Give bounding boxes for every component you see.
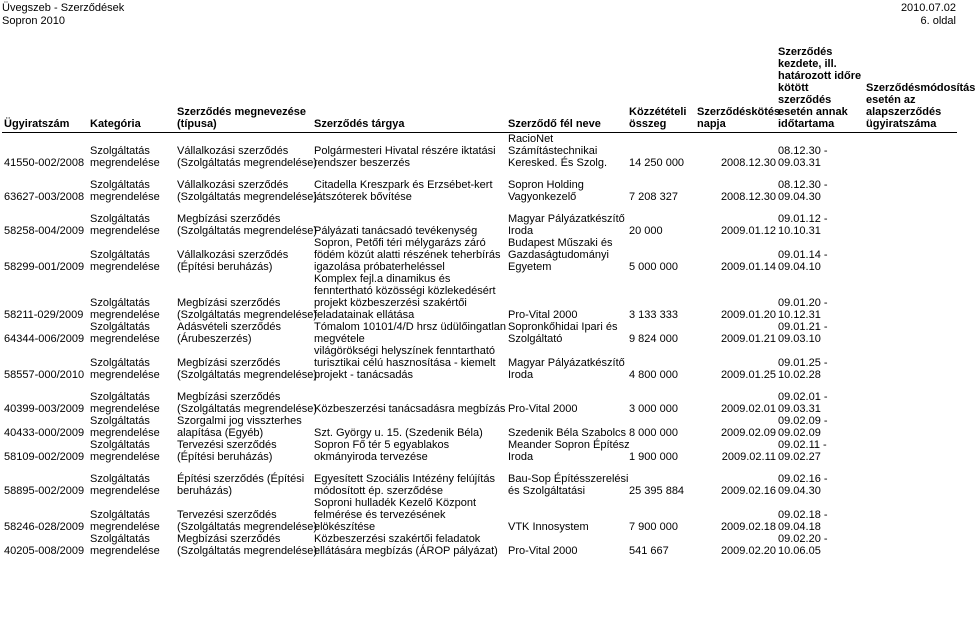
cell-party-line: RacioNet (508, 133, 554, 145)
cell-start-line: 09.04.18 (778, 521, 821, 533)
cell-subject (312, 473, 506, 497)
cell-subject (312, 415, 506, 439)
table-header-row (2, 46, 957, 133)
cell-party-line: Iroda (508, 225, 534, 237)
table-row (2, 213, 957, 237)
cell-start-line: 09.02.20 - (778, 533, 828, 545)
cell-party-line: Meander Sopron Építész (508, 439, 630, 451)
cell-party (506, 391, 627, 415)
cell-category-line: megrendelése (90, 333, 160, 345)
table-row (2, 473, 957, 497)
cell-start-line: 09.01.21 - (778, 321, 828, 333)
cell-start-line: 09.02.27 (778, 451, 821, 463)
cell-subject-line: Citadella Kreszpark és Erzsébet-kert (314, 179, 493, 191)
table-row (2, 321, 957, 345)
cell-start (776, 391, 864, 415)
page-number: 6. oldal (920, 15, 956, 27)
cell-name (175, 321, 312, 345)
cell-category-line: megrendelése (90, 261, 160, 273)
cell-party-line: Pro-Vital 2000 (508, 403, 578, 415)
cell-start (776, 179, 864, 203)
cell-start-line: 10.06.05 (778, 545, 821, 557)
table-row (2, 533, 957, 557)
cell-subject-line: Sopron, Petőfi téri mélygarázs záró (314, 237, 486, 249)
cell-subject-line: Tómalom 10101/4/D hrsz üdülőingatlan (314, 321, 507, 333)
cell-id: 41550-002/2008 (4, 157, 85, 169)
cell-start-line: 09.02.16 - (778, 473, 828, 485)
cell-category-line: megrendelése (90, 369, 160, 381)
cell-subject-line: világörökségi helyszínek fenntartható (314, 345, 495, 357)
cell-start (776, 237, 864, 273)
cell-name (175, 473, 312, 497)
cell-category-line: Szolgáltatás (90, 213, 150, 225)
cell-mod (864, 391, 957, 415)
cell-category (88, 321, 175, 345)
cell-category-line: megrendelése (90, 225, 160, 237)
cell-mod (864, 533, 957, 557)
cell-start (776, 415, 864, 439)
cell-start (776, 473, 864, 497)
cell-subject (312, 179, 506, 203)
cell-name-line: (Szolgáltatás megrendelése) (177, 521, 318, 533)
cell-name-line: (Szolgáltatás megrendelése) (177, 545, 318, 557)
table-row (2, 439, 957, 463)
cell-subject (312, 273, 506, 321)
cell-mod (864, 497, 957, 533)
cell-subject-line: Közbeszerzési szakértői feladatok (314, 533, 481, 545)
cell-subject (312, 391, 506, 415)
col-header-subject: Szerződés tárgya (312, 46, 506, 133)
cell-subject (312, 133, 506, 170)
cell-name-line: beruházás) (177, 485, 233, 497)
print-date: 2010.07.02 (900, 2, 956, 14)
table-row (2, 273, 957, 321)
cell-signed: 2009.01.25 (720, 369, 776, 381)
cell-amount: 7 208 327 (629, 191, 678, 203)
cell-name (175, 415, 312, 439)
cell-name-line: Építési szerződés (Építési (177, 473, 305, 485)
cell-name-line: (Építési beruházás) (177, 451, 273, 463)
cell-start (776, 321, 864, 345)
cell-start-line: 09.04.30 (778, 485, 821, 497)
cell-start-line: 10.10.31 (778, 225, 821, 237)
cell-amount: 3 133 333 (629, 309, 678, 321)
cell-subject-line: Közbeszerzési tanácsadásra megbízás (314, 403, 506, 415)
cell-subject-line: Sopron Fő tér 5 egyablakos (314, 439, 450, 451)
cell-party-line: Magyar Pályázatkészítő (508, 357, 625, 369)
cell-subject-line: elökészítése (314, 521, 376, 533)
cell-subject-line: Pályázati tanácsadó tevékenység (314, 225, 478, 237)
cell-amount: 5 000 000 (629, 261, 678, 273)
cell-start-line: 09.02.11 - (778, 439, 827, 451)
cell-start-line: 08.12.30 - (778, 145, 828, 157)
cell-mod (864, 473, 957, 497)
cell-subject-line: Soproni hulladék Kezelő Központ (314, 497, 477, 509)
cell-start (776, 439, 864, 463)
cell-name-line: (Szolgáltatás megrendelése) (177, 157, 318, 169)
cell-party-line: Iroda (508, 451, 534, 463)
cell-party (506, 415, 627, 439)
cell-mod (864, 415, 957, 439)
cell-id: 63627-003/2008 (4, 191, 85, 203)
cell-category-line: Szolgáltatás (90, 439, 150, 451)
cell-party (506, 533, 627, 557)
cell-category-line: megrendelése (90, 191, 160, 203)
cell-start-line: 09.02.18 - (778, 509, 828, 521)
cell-signed: 2009.01.14 (720, 261, 776, 273)
cell-category-line: Szolgáltatás (90, 321, 150, 333)
cell-category-line: Szolgáltatás (90, 509, 150, 521)
cell-party-line: Budapest Műszaki és (508, 237, 613, 249)
cell-category-line: megrendelése (90, 485, 160, 497)
cell-name (175, 439, 312, 463)
cell-category (88, 439, 175, 463)
cell-category-line: megrendelése (90, 403, 160, 415)
cell-party-line: Vagyonkezelő (508, 191, 577, 203)
cell-signed: 2009.02.18 (720, 521, 776, 533)
cell-name-line: (Szolgáltatás megrendelése) (177, 191, 318, 203)
cell-mod (864, 439, 957, 463)
cell-name-line: Vállalkozási szerződés (177, 249, 289, 261)
cell-id: 40205-008/2009 (4, 545, 85, 557)
cell-party-line: Magyar Pályázatkészítő (508, 213, 625, 225)
cell-name (175, 179, 318, 203)
cell-start (776, 497, 864, 533)
cell-party-line: Szedenik Béla Szabolcs (508, 427, 627, 439)
col-header-category: Kategória (88, 46, 175, 133)
cell-category-line: megrendelése (90, 157, 160, 169)
cell-category-line: Szolgáltatás (90, 249, 150, 261)
cell-category-line: Szolgáltatás (90, 179, 150, 191)
cell-start-line: 09.03.10 (778, 333, 821, 345)
cell-party (506, 439, 630, 463)
cell-subject-line: igazolása próbaterheléssel (314, 261, 445, 273)
cell-amount: 3 000 000 (629, 403, 678, 415)
doc-subtitle: Sopron 2010 (2, 15, 65, 27)
cell-name (175, 213, 318, 237)
cell-subject (312, 439, 506, 463)
col-header-party: Szerződő fél neve (506, 46, 627, 133)
cell-category-line: megrendelése (90, 309, 160, 321)
cell-name (175, 391, 318, 415)
cell-subject-line: ellátására megbízás (ÁROP pályázat) (314, 545, 498, 557)
cell-amount: 20 000 (629, 225, 663, 237)
cell-party-line: Számítástechnikai (508, 145, 598, 157)
cell-start (776, 213, 864, 237)
cell-name-line: Tervezési szerződés (177, 509, 277, 521)
table-row (2, 391, 957, 415)
cell-name-line: (Építési beruházás) (177, 261, 273, 273)
cell-mod (864, 213, 957, 237)
cell-name-line: (Szolgáltatás megrendelése) (177, 309, 318, 321)
cell-start-line: 09.04.30 (778, 191, 821, 203)
cell-name (175, 345, 318, 381)
cell-name-line: (Szolgáltatás megrendelése) (177, 369, 318, 381)
cell-name-line: Tervezési szerződés (177, 439, 277, 451)
cell-mod (864, 133, 957, 170)
cell-category (88, 237, 175, 273)
cell-id: 58299-001/2009 (4, 261, 85, 273)
col-header-start: Szerződés kezdete, ill. határozott időre kötött szerződés esetén annak időtartama (776, 46, 864, 133)
cell-amount: 14 250 000 (629, 157, 685, 169)
cell-signed: 2009.02.01 (720, 403, 776, 415)
cell-subject-line: Komplex fejl.a dinamikus és (314, 273, 451, 285)
cell-category (88, 345, 175, 381)
cell-start (776, 345, 864, 381)
cell-start (776, 273, 864, 321)
cell-signed: 2008.12.30 (720, 157, 776, 169)
cell-name-line: alapítása (Egyéb) (177, 427, 264, 439)
cell-signed: 2009.02.16 (720, 485, 776, 497)
cell-mod (864, 345, 957, 381)
cell-category-line: Szolgáltatás (90, 391, 150, 403)
cell-amount: 4 800 000 (629, 369, 678, 381)
cell-amount: 8 000 000 (629, 427, 678, 439)
col-header-amount: Közzétételi összeg (627, 46, 695, 133)
cell-subject-line: játszóterek bővítése (314, 191, 412, 203)
cell-party (506, 213, 627, 237)
cell-name (175, 133, 318, 170)
cell-start-line: 09.03.31 (778, 157, 821, 169)
cell-id: 58109-002/2009 (4, 451, 85, 463)
cell-name-line: Megbízási szerződés (177, 391, 281, 403)
cell-name-line: Megbízási szerződés (177, 357, 281, 369)
cell-subject (312, 345, 506, 381)
cell-id: 64344-006/2009 (4, 333, 85, 345)
cell-name (175, 237, 312, 273)
table-row (2, 179, 957, 203)
cell-start-line: 09.01.20 - (778, 297, 828, 309)
cell-subject-line: rendszer beszerzés (314, 157, 410, 169)
cell-category-line: megrendelése (90, 521, 160, 533)
cell-party (506, 179, 627, 203)
cell-start-line: 08.12.30 - (778, 179, 828, 191)
cell-amount: 541 667 (629, 545, 669, 557)
cell-party-line: Keresked. És Szolg. (508, 157, 608, 169)
table-row (2, 237, 957, 273)
cell-subject-line: okmányiroda tervezése (314, 451, 428, 463)
cell-subject (312, 533, 506, 557)
cell-category (88, 133, 175, 170)
cell-start-line: 09.04.10 (778, 261, 821, 273)
cell-party (506, 473, 627, 497)
cell-signed: 2008.12.30 (720, 191, 776, 203)
cell-party-line: Bau-Sop Építésszerelési (508, 473, 629, 485)
cell-id: 58895-002/2009 (4, 485, 85, 497)
cell-subject-line: turisztikai célú hasznosítása - kiemelt (314, 357, 496, 369)
cell-party-line: Sopron Holding (508, 179, 584, 191)
cell-category (88, 391, 175, 415)
cell-signed: 2009.02.11 (721, 451, 776, 463)
table-row (2, 497, 957, 533)
cell-mod (864, 321, 957, 345)
cell-party-line: Egyetem (508, 261, 552, 273)
cell-start (776, 533, 864, 557)
cell-name (175, 497, 318, 533)
cell-category (88, 213, 175, 237)
cell-party (506, 497, 627, 533)
cell-subject-line: Egyesített Szociális Intézény felújítás (314, 473, 495, 485)
cell-subject-line: megvétele (314, 333, 365, 345)
cell-party-line: Iroda (508, 369, 534, 381)
cell-name-line: Megbízási szerződés (177, 533, 281, 545)
cell-name-line: Vállalkozási szerződés (177, 145, 289, 157)
cell-name (175, 273, 318, 321)
doc-title: Üvegszeb - Szerződések (2, 2, 125, 14)
col-header-mod: Szerződésmódosítás esetén az alapszerződés ügyiratszáma (864, 46, 957, 133)
cell-subject (312, 321, 506, 345)
cell-id: 58211-029/2009 (4, 309, 84, 321)
cell-signed: 2009.01.21 (720, 333, 776, 345)
contracts-table (2, 46, 975, 557)
cell-start (776, 133, 864, 170)
cell-party (506, 133, 627, 170)
cell-subject-line: módosított ép. szerződése (314, 485, 444, 497)
cell-category-line: Szolgáltatás (90, 297, 150, 309)
cell-category-line: Szolgáltatás (90, 415, 150, 427)
cell-id: 40399-003/2009 (4, 403, 85, 415)
cell-party-line: Pro-Vital 2000 (508, 309, 578, 321)
cell-start-line: 09.01.12 - (778, 213, 828, 225)
cell-subject-line: felmérése és tervezésének (314, 509, 446, 521)
cell-signed: 2009.02.09 (720, 427, 776, 439)
cell-start-line: 09.01.25 - (778, 357, 828, 369)
cell-amount: 25 395 884 (629, 485, 685, 497)
cell-id: 58246-028/2009 (4, 521, 85, 533)
cell-start-line: 10.02.28 (778, 369, 821, 381)
cell-name (175, 533, 318, 557)
cell-subject-line: fenntertható közösségi közlekedésért (314, 285, 496, 297)
cell-category (88, 473, 175, 497)
cell-subject (312, 497, 506, 533)
cell-name-line: (Szolgáltatás megrendelése) (177, 225, 318, 237)
cell-subject-line: födém közút alatti részének teherbírás (314, 249, 501, 261)
cell-amount: 1 900 000 (629, 451, 678, 463)
cell-id: 40433-000/2009 (4, 427, 85, 439)
cell-party-line: és Szolgáltatási (508, 485, 586, 497)
cell-category (88, 533, 175, 557)
cell-id: 58258-004/2009 (4, 225, 85, 237)
cell-category-line: megrendelése (90, 451, 160, 463)
cell-signed: 2009.01.12 (720, 225, 776, 237)
cell-start-line: 09.02.01 - (778, 391, 828, 403)
cell-subject-line: projekt - tanácsadás (314, 369, 414, 381)
cell-signed: 2009.01.20 (720, 309, 776, 321)
cell-mod (864, 237, 957, 273)
cell-party (506, 237, 627, 273)
cell-subject (312, 213, 506, 237)
cell-start-line: 09.02.09 (778, 427, 821, 439)
cell-subject-line: Szt. György u. 15. (Szedenik Béla) (314, 427, 483, 439)
table-row (2, 345, 957, 381)
cell-name-line: Szorgalmi jog visszterhes (177, 415, 302, 427)
cell-amount: 9 824 000 (629, 333, 678, 345)
cell-category-line: Szolgáltatás (90, 473, 150, 485)
cell-start-line: 09.03.31 (778, 403, 821, 415)
cell-party-line: Gazdaságtudományi (508, 249, 609, 261)
cell-category-line: Szolgáltatás (90, 357, 150, 369)
col-header-id: Ügyiratszám (2, 46, 88, 133)
col-header-name: Szerződés megnevezése (típusa) (175, 46, 312, 133)
table-row (2, 133, 957, 170)
cell-mod (864, 179, 957, 203)
cell-start-line: 10.12.31 (778, 309, 821, 321)
cell-subject-line: Polgármesteri Hivatal részére iktatási (314, 145, 496, 157)
table-row (2, 415, 957, 439)
cell-category (88, 497, 175, 533)
cell-signed: 2009.02.20 (720, 545, 776, 557)
cell-party-line: Pro-Vital 2000 (508, 545, 578, 557)
cell-amount: 7 900 000 (629, 521, 678, 533)
cell-subject (312, 237, 506, 273)
cell-party (506, 273, 627, 321)
cell-id: 58557-000/2010 (4, 369, 85, 381)
col-header-signed: Szerződéskötés napja (695, 46, 776, 133)
cell-name-line: Megbízási szerződés (177, 297, 281, 309)
cell-category (88, 179, 175, 203)
cell-party (506, 345, 627, 381)
cell-category-line: Szolgáltatás (90, 533, 150, 545)
cell-party-line: Sopronkőhidai Ipari és (508, 321, 618, 333)
cell-name-line: Megbízási szerződés (177, 213, 281, 225)
cell-party-line: Szolgáltató (508, 333, 563, 345)
cell-start-line: 09.02.09 - (778, 415, 828, 427)
cell-category-line: megrendelése (90, 545, 160, 557)
cell-category-line: Szolgáltatás (90, 145, 150, 157)
cell-category (88, 273, 175, 321)
cell-subject-line: feladatainak ellátása (314, 309, 415, 321)
cell-name-line: Adásvételi szerződés (177, 321, 281, 333)
cell-party-line: VTK Innosystem (508, 521, 589, 533)
cell-subject-line: projekt közbeszerzési szakértői (314, 297, 467, 309)
cell-name-line: (Szolgáltatás megrendelése) (177, 403, 318, 415)
cell-start-line: 09.01.14 - (778, 249, 828, 261)
cell-name-line: (Árubeszerzés) (177, 333, 252, 345)
cell-category (88, 415, 175, 439)
cell-category-line: megrendelése (90, 427, 160, 439)
cell-party (506, 321, 627, 345)
cell-mod (864, 273, 957, 321)
cell-name-line: Vállalkozási szerződés (177, 179, 289, 191)
